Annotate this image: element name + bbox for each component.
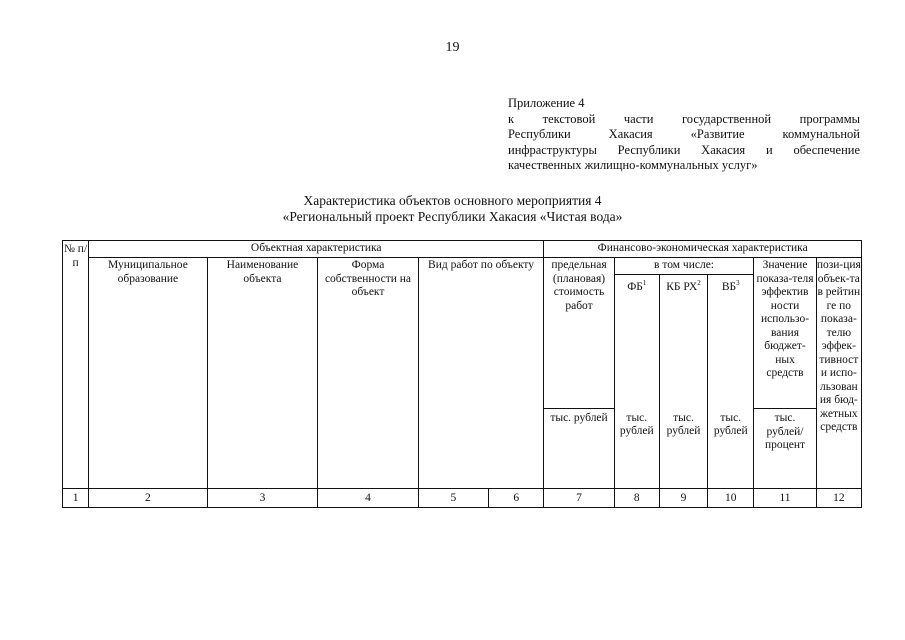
col-number-cell: 8: [614, 489, 659, 508]
efficiency-header: Значение показа-теля эффектив ности использо-вания бюджет-ных средств: [754, 258, 816, 409]
page-number: 19: [445, 40, 460, 55]
document-title: [0, 193, 905, 225]
group-object-header: Объектная характеристика: [89, 241, 544, 258]
vb-header: [708, 275, 754, 409]
position-header: пози-ция объек-та в рейтин ге по показа-телю эффек-тивност и испо-льзован ия бюд-жетных средств: [816, 258, 861, 489]
col-number-cell: 10: [708, 489, 754, 508]
municipal-header: Муниципальное образование: [89, 258, 208, 489]
col-number-cell: 12: [816, 489, 861, 508]
col-number-cell: 4: [318, 489, 418, 508]
fb-footnote: 1: [642, 279, 647, 288]
col-number-cell: 6: [489, 489, 544, 508]
appendix-line-1: Приложение 4: [508, 96, 585, 110]
col-number-cell: 11: [754, 489, 816, 508]
unit-kb: тыс. рублей: [659, 409, 707, 489]
col-number-cell: 9: [659, 489, 707, 508]
ownership-header: Форма собственности на объект: [318, 258, 418, 489]
work-type-header: Вид работ по объекту: [418, 258, 544, 489]
title-line-1: Характеристика объектов основного мероприятия 4: [303, 193, 602, 208]
col-num-header: № п/п: [63, 241, 89, 489]
col-number-cell: 3: [207, 489, 318, 508]
appendix-reference: [508, 96, 860, 174]
col-number-cell: 5: [418, 489, 488, 508]
appendix-line-2: к текстовой части государственной программы: [508, 111, 860, 126]
appendix-line-4: инфраструктуры Республики Хакасия и обеспечение: [508, 142, 860, 157]
fb-header: [614, 275, 659, 409]
col-number-cell: 2: [89, 489, 208, 508]
vb-footnote: 3: [736, 279, 740, 288]
unit-fb: тыс. рублей: [614, 409, 659, 489]
objects-table: [62, 240, 862, 508]
kb-label: КБ РХ: [666, 281, 698, 293]
planned-cost-header: предельная (плановая) стоимость работ: [544, 258, 614, 409]
kb-header: [659, 275, 707, 409]
fb-label: ФБ: [627, 281, 643, 293]
col-number-cell: 1: [63, 489, 89, 508]
title-line-2: «Региональный проект Республики Хакасия «Чистая вода»: [282, 209, 623, 224]
object-name-header: Наименование объекта: [207, 258, 318, 489]
col-number-cell: 7: [544, 489, 614, 508]
including-header: в том числе:: [614, 258, 754, 275]
group-finance-header: Финансово-экономическая характеристика: [544, 241, 862, 258]
unit-cost: тыс. рублей: [544, 409, 614, 489]
unit-efficiency: тыс. рублей/ процент: [754, 409, 816, 489]
appendix-line-5: качественных жилищно-коммунальных услуг»: [508, 158, 758, 172]
appendix-line-3: Республики Хакасия «Развитие коммунальной: [508, 127, 860, 141]
unit-vb: тыс. рублей: [708, 409, 754, 489]
vb-label: ВБ: [721, 281, 737, 293]
kb-footnote: 2: [697, 279, 701, 288]
